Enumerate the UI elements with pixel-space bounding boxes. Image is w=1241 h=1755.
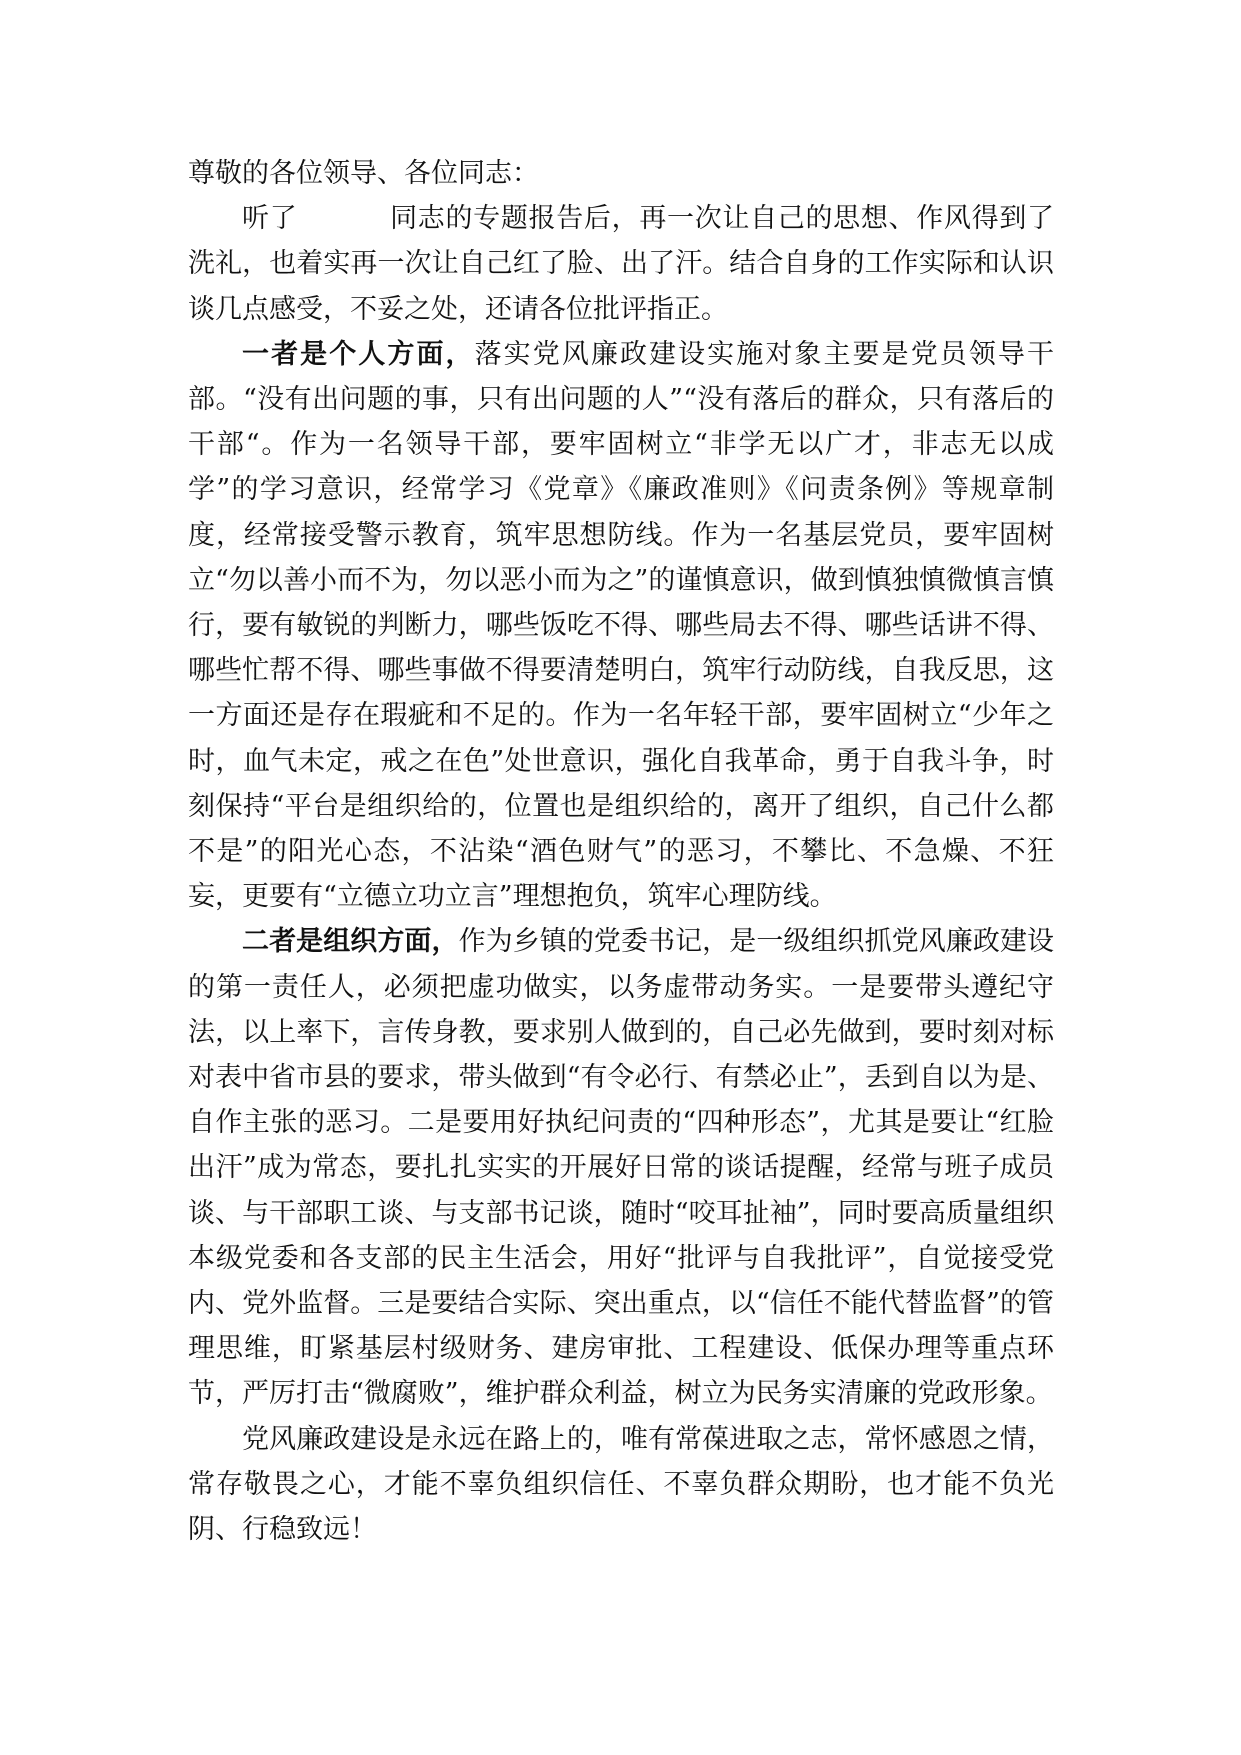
personal-section-body: 落实党风廉政建设实施对象主要是党员领导干部。“没有出问题的事，只有出问题的人”“没有落后的群众，只有落后的干部“。作为一名领导干部，要牢固树立“非学无以广才，非志无以成学”的学习意识，经常学习《党章》《廉政准则》《问责条例》等规章制度，经常接受警示教育，筑牢思想防线。作为一名基层党员，要牢固树立“勿以善小而不为，勿以恶小而为之”的谨慎意识，做到慎独慎微慎言慎行，要有敏锐的判断力，哪些饭吃不得、哪些局去不得、哪些话讲不得、哪些忙帮不得、哪些事做不得要清楚明白，筑牢行动防线，自我反思，这一方面还是存在瑕疵和不足的。作为一名年轻干部，要牢固树立“少年之时，血气未定，戒之在色”处世意识，强化自我革命，勇于自我斗争，时刻保持“平台是组织给的，位置也是组织给的，离开了组织，自己什么都不是”的阳光心态，不沾染“酒色财气”的恶习，不攀比、不急燥、不狂妄，更要有“立德立功立言”理想抱负，筑牢心理防线。 (188, 338, 1055, 913)
organization-section-heading: 二者是组织方面， (242, 926, 459, 958)
personal-section-heading: 一者是个人方面， (242, 338, 475, 370)
personal-section-paragraph (188, 332, 1054, 920)
salutation: 尊敬的各位领导、各位同志： (188, 158, 539, 189)
intro-after-gap: 同志的专题报告后，再一次让自己的思想、作风得到了洗礼，也着实再一次让自己红了脸、出了汗。结合自身的工作实际和认识谈几点感受，不妥之处，还请各位批评指正。 (188, 203, 1055, 325)
organization-section-body: 作为乡镇的党委书记，是一级组织抓党风廉政建设的第一责任人，必须把虚功做实，以务虚带动务实。一是要带头遵纪守法，以上率下，言传身教，要求别人做到的，自己必先做到，要时刻对标对表中省市县的要求，带头做到“有令必行、有禁必止”，丢到自以为是、自作主张的恶习。二是要用好执纪问责的“四种形态”，尤其是要让“红脸出汗”成为常态，要扎扎实实的开展好日常的谈话提醒，经常与班子成员谈、与干部职工谈、与支部书记谈，随时“咬耳扯袖”，同时要高质量组织本级党委和各支部的民主生活会，用好“批评与自我批评”，自觉接受党内、党外监督。三是要结合实际、突出重点，以“信任不能代替监督”的管理思维，盯紧基层村级财务、建房审批、工程建设、低保办理等重点环节，严厉打击“微腐败”，维护群众利益，树立为民务实清廉的党政形象。 (188, 926, 1055, 1410)
organization-section-paragraph (188, 919, 1054, 1416)
document-body (188, 151, 1054, 1552)
conclusion-paragraph: 党风廉政建设是永远在路上的，唯有常葆进取之志，常怀感恩之情，常存敬畏之心，才能不辜负组织信任、不辜负群众期盼，也才能不负光阴、行稳致远！ (188, 1423, 1054, 1546)
intro-paragraph (188, 196, 1054, 332)
intro-before-gap: 听了 (242, 203, 298, 235)
